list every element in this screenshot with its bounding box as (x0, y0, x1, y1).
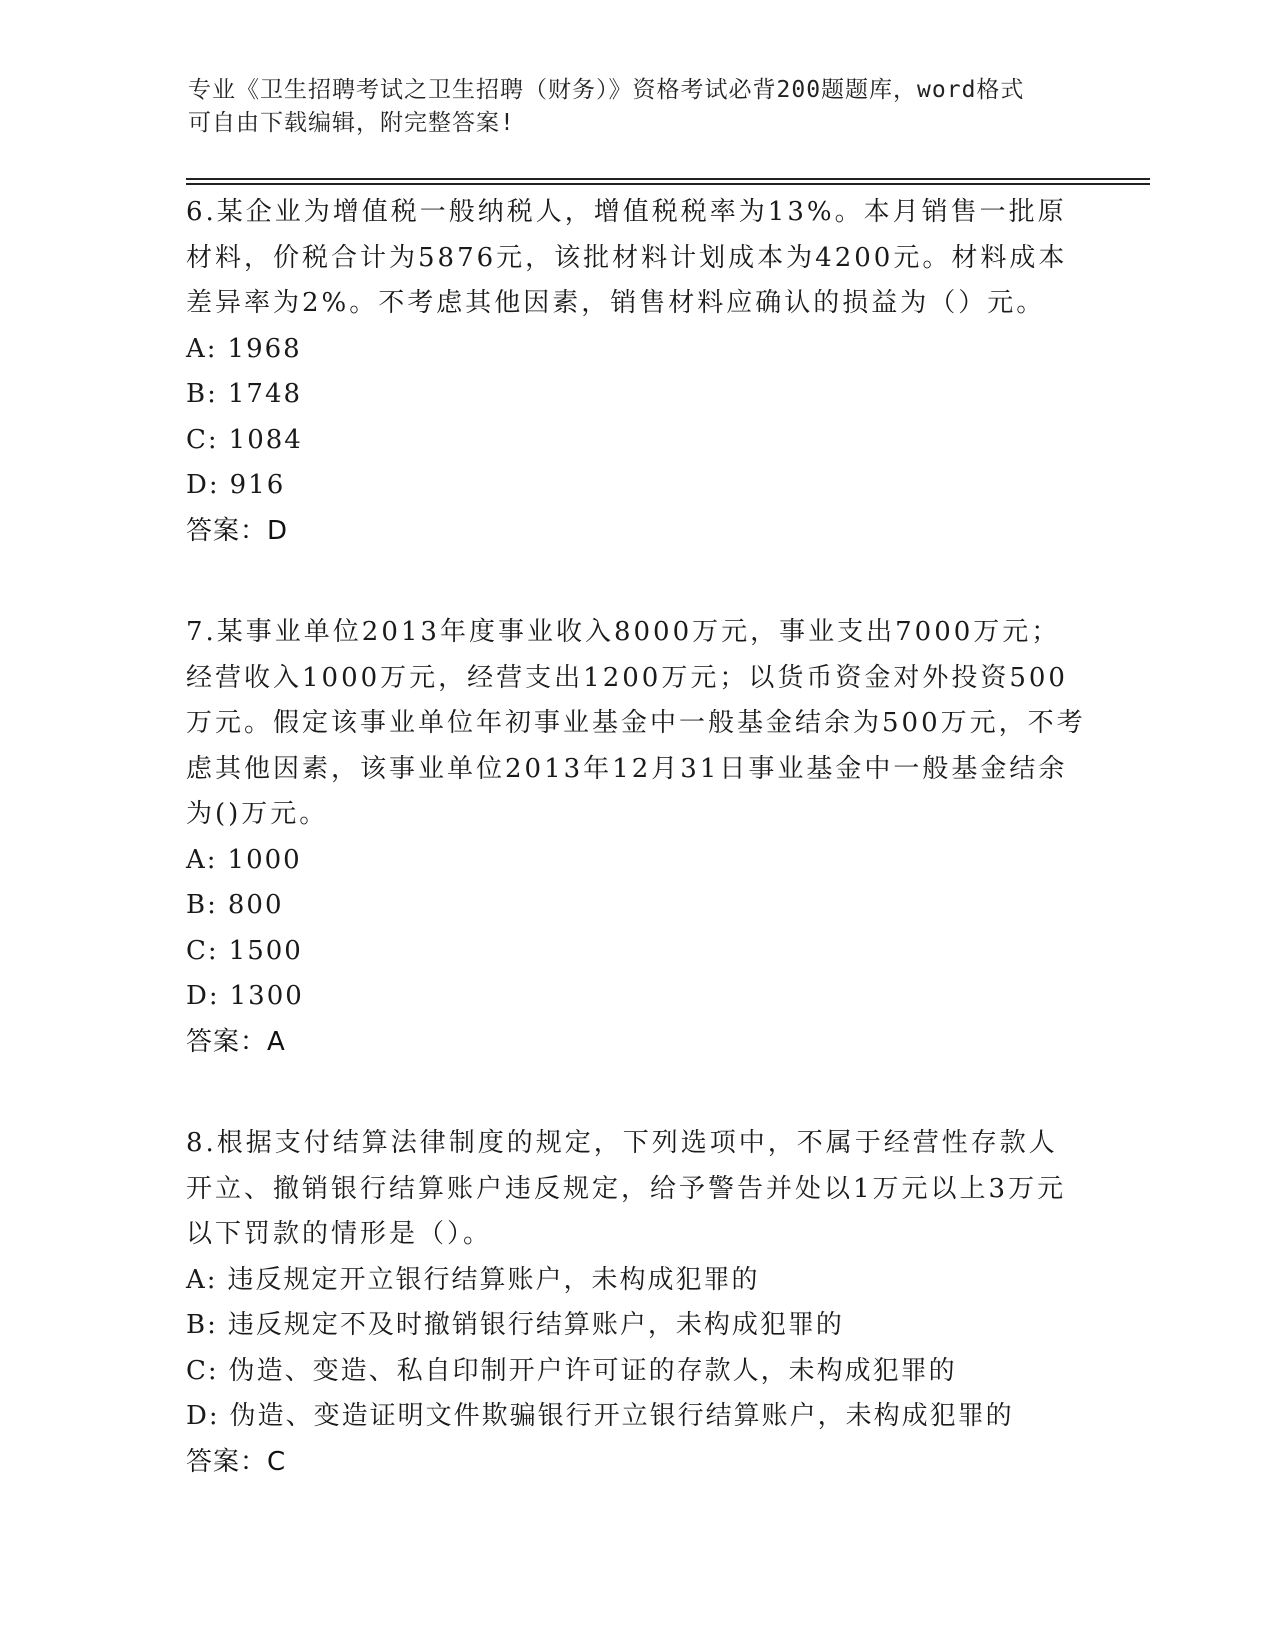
option-letter: D: (186, 981, 220, 1011)
header-line-2: 可自由下载编辑，附完整答案! (188, 110, 515, 136)
option-letter: C: (186, 935, 219, 966)
option-text: 违反规定不及时撤销银行结算账户，未构成犯罪的 (227, 1310, 844, 1340)
option-text: 1084 (228, 424, 303, 455)
option-letter: A: (186, 844, 218, 875)
question-6 (186, 190, 1086, 554)
option-c (186, 418, 1086, 464)
question-text: 8.根据支付结算法律制度的规定，下列选项中，不属于经营性存款人开立、撤销银行结算账户违反规定，给予警告并处以1万元以上3万元以下罚款的情形是（）。 (186, 1128, 1067, 1249)
question-7 (186, 610, 1086, 1065)
option-d (186, 1394, 1086, 1440)
option-text: 违反规定开立银行结算账户，未构成犯罪的 (227, 1264, 760, 1295)
option-letter: D: (186, 1401, 220, 1431)
question-8 (186, 1121, 1086, 1485)
option-letter: C: (186, 424, 219, 455)
option-c (186, 929, 1086, 975)
option-c (186, 1349, 1086, 1395)
option-text: 1748 (227, 379, 303, 409)
option-text: 800 (227, 890, 284, 920)
option-letter: A: (186, 333, 218, 364)
option-letter: C: (186, 1355, 219, 1386)
option-d (186, 974, 1086, 1020)
option-text: 伪造、变造、私自印制开户许可证的存款人，未构成犯罪的 (228, 1355, 957, 1386)
option-letter: B: (186, 890, 218, 920)
option-text: 1000 (227, 844, 302, 875)
option-letter: B: (186, 379, 218, 409)
option-d (186, 463, 1086, 509)
option-a (186, 327, 1086, 373)
header-divider-top (186, 178, 1150, 180)
answer-label: 答案：C (186, 1446, 287, 1477)
document-header (188, 74, 1068, 140)
header-line-1: 专业《卫生招聘考试之卫生招聘（财务）》资格考试必背200题题库，word格式 (188, 77, 1025, 103)
option-text: 1500 (228, 935, 303, 966)
header-divider-bottom (186, 183, 1150, 185)
option-letter: B: (186, 1310, 218, 1340)
answer-label: 答案：D (186, 515, 289, 546)
option-text: 916 (229, 470, 286, 500)
option-letter: A: (186, 1264, 218, 1295)
option-b (186, 372, 1086, 418)
question-text: 7.某事业单位2013年度事业收入8000万元，事业支出7000万元；经营收入1000万元，经营支出1200万元；以货币资金对外投资500万元。假定该事业单位年初事业基金中一般基金结余为500万元，不考虑其他因素，该事业单位2013年12月31日事业基金中一般基金结余为()万元。 (186, 617, 1086, 829)
option-text: 1968 (227, 333, 302, 364)
option-b (186, 1303, 1086, 1349)
option-text: 1300 (229, 981, 304, 1011)
question-list (186, 190, 1086, 1541)
option-a (186, 838, 1086, 884)
question-text: 6.某企业为增值税一般纳税人，增值税税率为13%。本月销售一批原材料，价税合计为5876元，该批材料计划成本为4200元。材料成本差异率为2%。不考虑其他因素，销售材料应确认的损益为（）元。 (186, 197, 1068, 318)
option-a (186, 1258, 1086, 1304)
option-b (186, 883, 1086, 929)
answer-label: 答案：A (186, 1026, 286, 1057)
option-letter: D: (186, 470, 220, 500)
option-text: 伪造、变造证明文件欺骗银行开立银行结算账户，未构成犯罪的 (229, 1401, 1014, 1431)
